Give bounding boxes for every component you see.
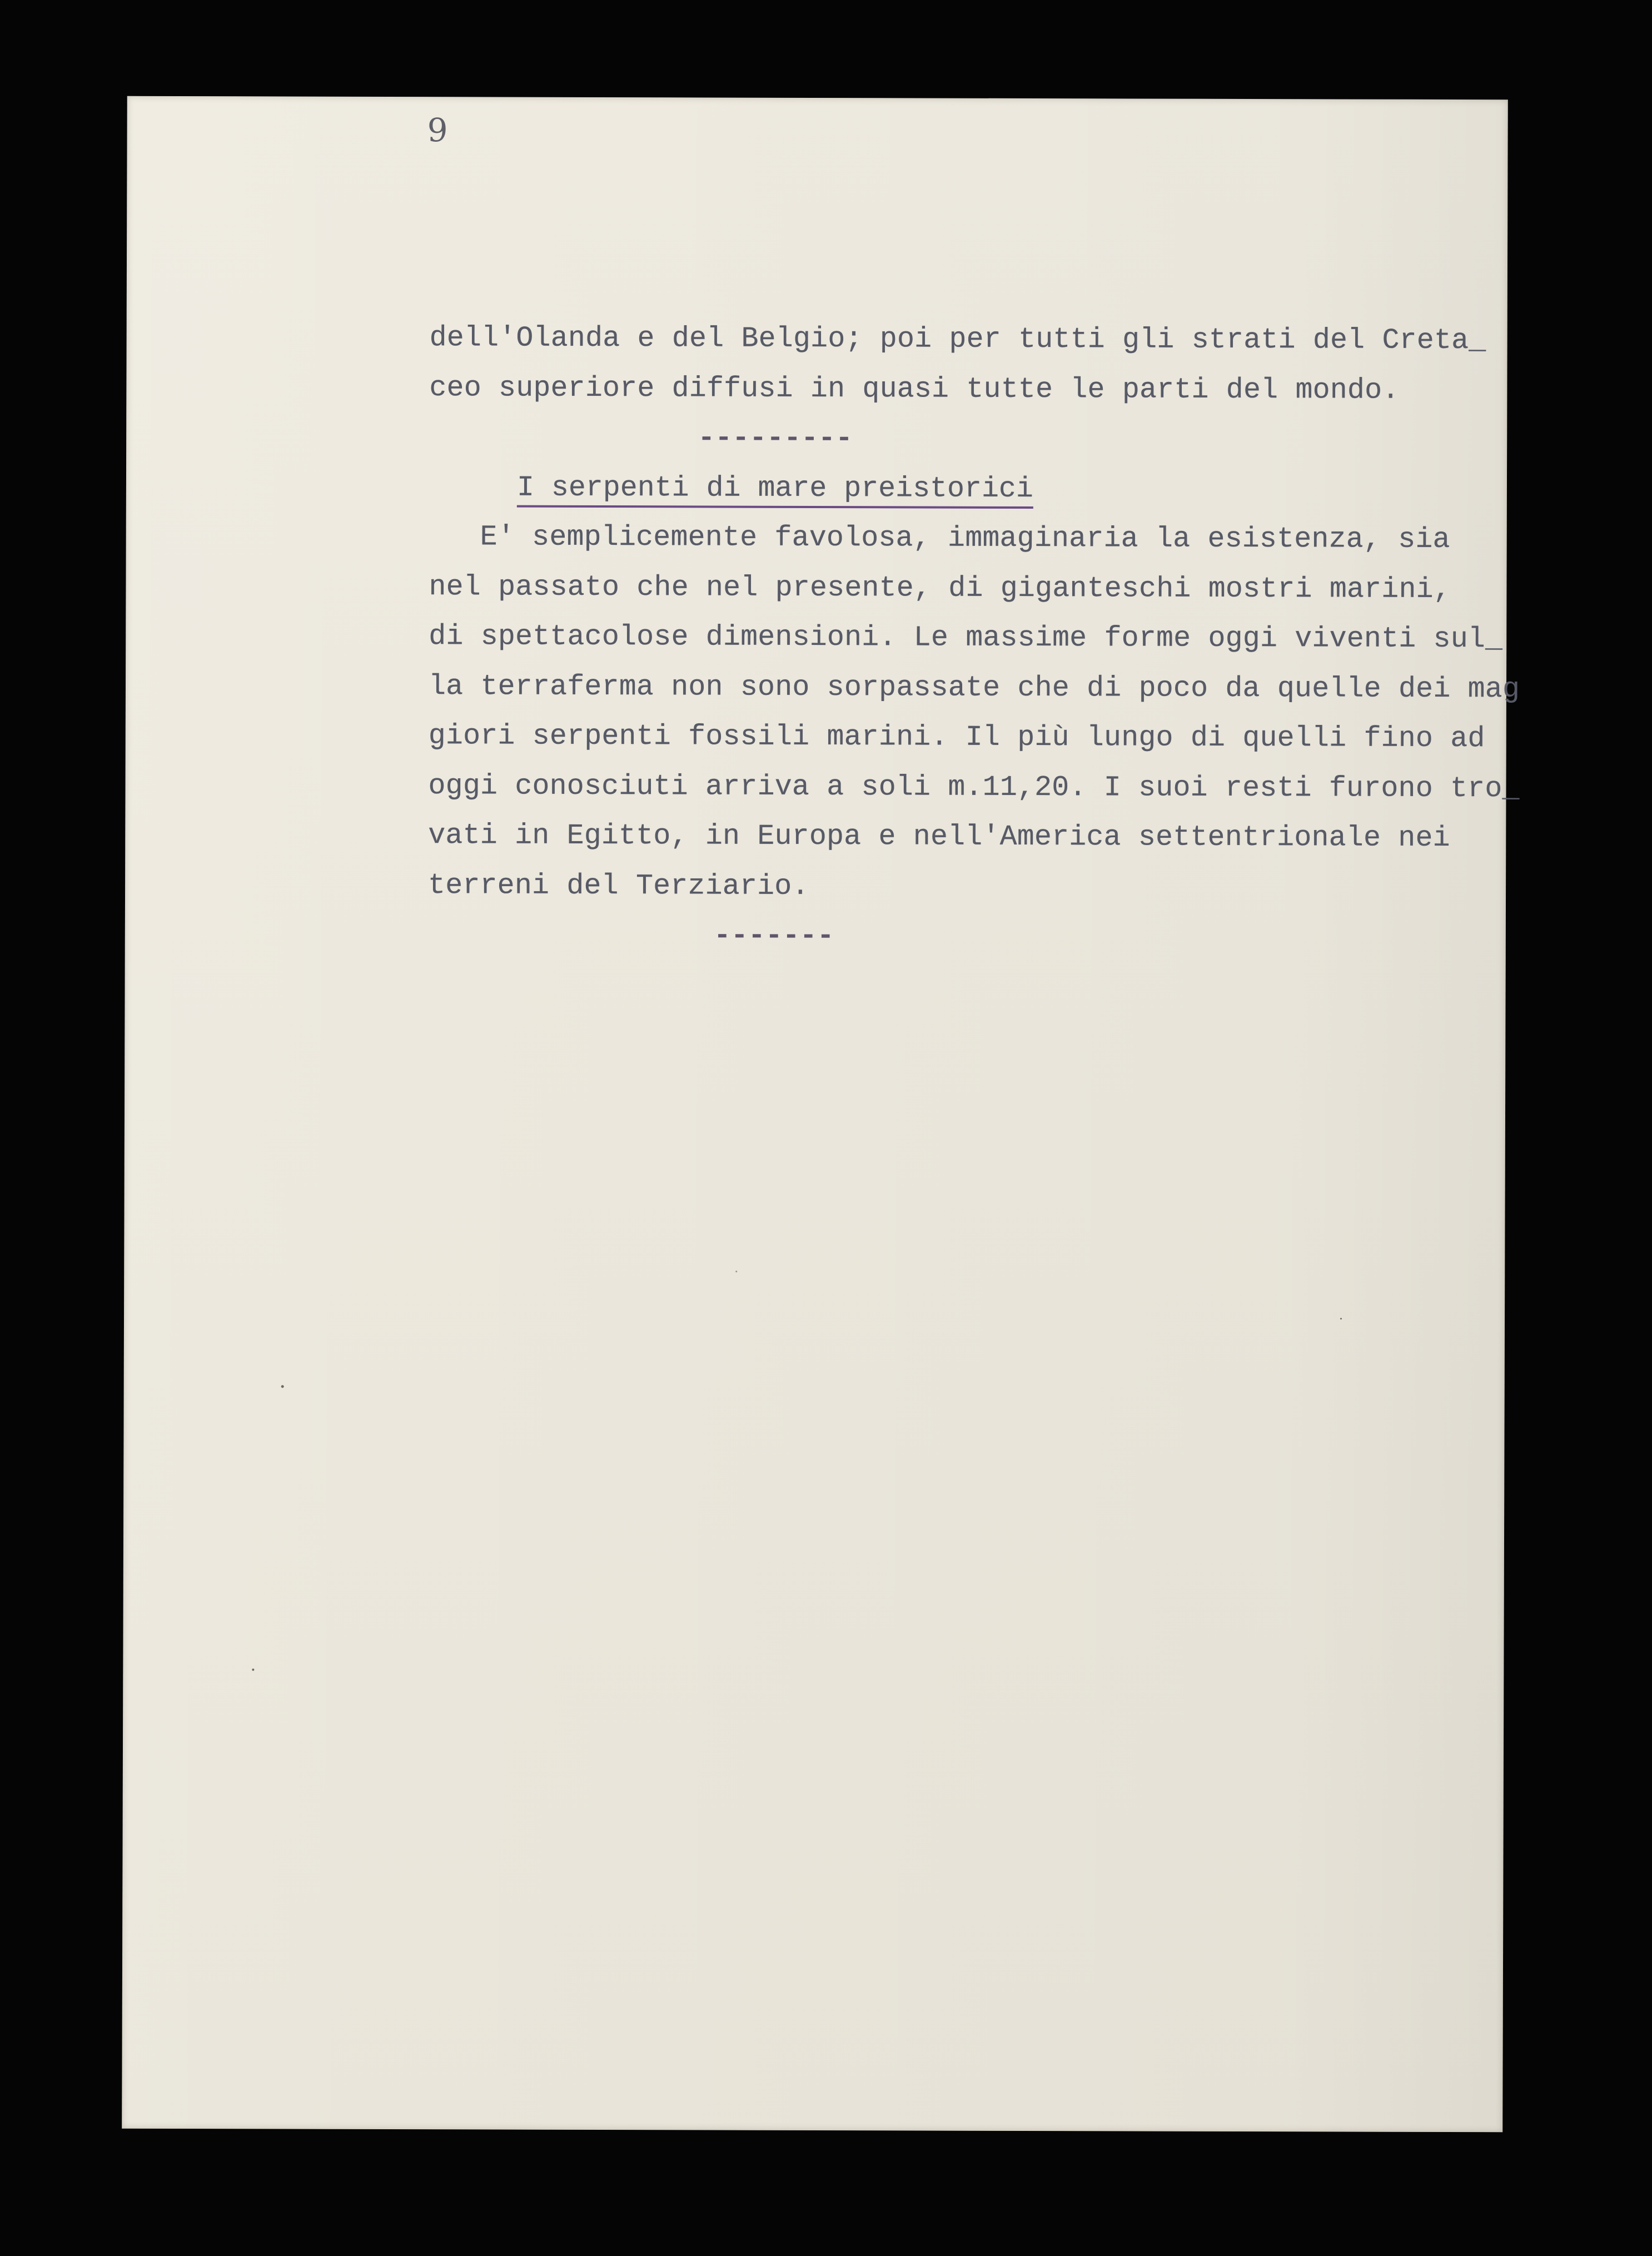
paragraph-line: dell'Olanda e del Belgio; poi per tutti gli strati del Creta_ [429, 322, 1486, 357]
section-heading-text: I serpenti di mare preistorici [517, 471, 1033, 508]
paragraph-line: ceo superiore diffusi in quasi tutte le parti del mondo. [429, 371, 1400, 407]
paper-speck [735, 1271, 737, 1273]
paper-speck [252, 1668, 254, 1671]
paragraph-line: di spettacolose dimensioni. Le massime forme oggi viventi sul_ [429, 620, 1503, 656]
paragraph-line: oggi conosciuti arriva a soli m.11,20. I suoi resti furono tro_ [428, 769, 1520, 805]
paragraph-line: terreni del Terziario. [427, 869, 809, 903]
paper-speck [1340, 1318, 1342, 1319]
page-number: 9 [427, 111, 448, 150]
paragraph-line: nel passato che nel presente, di giganteschi mostri marini, [429, 570, 1451, 606]
typewritten-page [122, 96, 1520, 2132]
paper-speck [281, 1385, 284, 1388]
paragraph-line: E' semplicemente favolosa, immaginaria la esistenza, sia [480, 521, 1450, 556]
section-heading [429, 463, 1121, 515]
paragraph-line: la terraferma non sono sorpassate che di poco da quelle dei mag [428, 670, 1520, 705]
paragraph-line: vati in Egitto, in Europa e nell'America settentrionale nei [428, 819, 1450, 854]
paragraph-line: giori serpenti fossili marini. Il più lungo di quelli fino ad [428, 720, 1485, 756]
typed-text-block [427, 314, 1520, 963]
dashed-separator: ------- [713, 920, 834, 953]
dashed-separator: --------- [698, 422, 853, 455]
